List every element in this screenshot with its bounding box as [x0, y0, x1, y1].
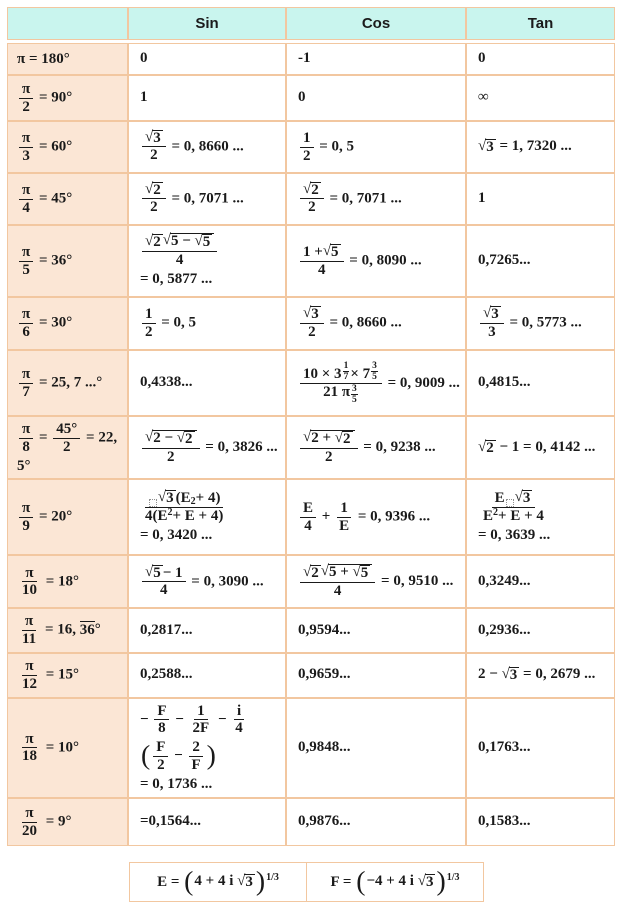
cos-value-cell: √ 2 2 = 0, 7071 ...: [286, 173, 466, 225]
angle-label-cell: $\frac{\pi}{20}$ = 9°: [7, 798, 128, 846]
tan-value-cell: √ 3 3 = 0, 5773 ...: [466, 297, 615, 350]
footer-e-box: [129, 862, 307, 902]
cos-value-cell: -1: [286, 43, 466, 75]
sin-value-cell: √ 2 2 = 0, 7071 ...: [128, 173, 286, 225]
sin-value-cell: √ 3 2 = 0, 8660 ...: [128, 121, 286, 173]
tan-value-cell: 0,1763...: [466, 698, 615, 799]
table-header-row: [7, 7, 615, 40]
sin-value-cell: 1: [128, 75, 286, 121]
cos-value-cell: 1 + √ 5 4 = 0, 8090 ...: [286, 225, 466, 297]
sin-value-cell: √ 5 − 1 4 = 0, 3090 ...: [128, 555, 286, 608]
footer-f-box: [306, 862, 484, 902]
table-row: [7, 653, 615, 698]
angle-label-cell: π = 180°: [7, 43, 128, 75]
equation-f: F = ( −4 + 4 i √ 3 ) $^{1/3}$: [330, 865, 460, 897]
header-cos: Cos: [286, 7, 466, 40]
footer-equations: [129, 862, 484, 902]
cos-value-cell: 0,9876...: [286, 798, 466, 846]
tan-value-cell: 0,4815...: [466, 350, 615, 416]
angle-label-cell: $\frac{\pi}{9}$ = 20°: [7, 479, 128, 555]
cos-value-cell: √ 2 + √ 2 2 = 0, 9238 ...: [286, 416, 466, 479]
table-row: [7, 608, 615, 653]
table-row: [7, 297, 615, 350]
table-row: [7, 555, 615, 608]
angle-label-cell: $\frac{\pi}{5}$ = 36°: [7, 225, 128, 297]
cos-value-cell: 0,9659...: [286, 653, 466, 698]
sin-value-cell: =0,1564...: [128, 798, 286, 846]
cos-value-cell: $\frac{E}{4}$ + $\frac{1}{E}$ = 0, 9396 ...: [286, 479, 466, 555]
table-body: [7, 43, 615, 846]
tan-value-cell: 0,7265...: [466, 225, 615, 297]
equation-e: E = ( 4 + 4 i √ 3 ) $^{1/3}$: [157, 865, 279, 897]
angle-label-cell: $\frac{\pi}{18}$ = 10°: [7, 698, 128, 799]
angle-label-cell: $\frac{\pi}{3}$ = 60°: [7, 121, 128, 173]
tan-value-cell: 1: [466, 173, 615, 225]
sin-value-cell: √ 3 (E $_2$ + 4) 4(E 2 + E + 4) = 0, 3420 ...: [128, 479, 286, 555]
tan-value-cell: E √ 3 E 2 + E + 4 = 0, 3639 ...: [466, 479, 615, 555]
cos-value-cell: $\frac{1}{2}$ = 0, 5: [286, 121, 466, 173]
cos-value-cell: 0,9848...: [286, 698, 466, 799]
tan-value-cell: 0,2936...: [466, 608, 615, 653]
cos-value-cell: 0,9594...: [286, 608, 466, 653]
cos-value-cell: 10 × 3 1 7 × 7 3 5 21 π 3 5 = 0, 9009 ...: [286, 350, 466, 416]
angle-label-cell: $\frac{\pi}{6}$ = 30°: [7, 297, 128, 350]
header-empty-cell: [7, 7, 128, 40]
angle-label-cell: $\frac{\pi}{4}$ = 45°: [7, 173, 128, 225]
header-tan: Tan: [466, 7, 615, 40]
header-sin: Sin: [128, 7, 286, 40]
tan-value-cell: √ 3 = 1, 7320 ...: [466, 121, 615, 173]
angle-label-cell: $\frac{\pi}{2}$ = 90°: [7, 75, 128, 121]
table-row: [7, 121, 615, 173]
tan-value-cell: √ 2 − 1 = 0, 4142 ...: [466, 416, 615, 479]
sin-value-cell: 0,2817...: [128, 608, 286, 653]
sin-value-cell: − $\frac{F}{8}$ − $\frac{1}{2F}$ − $\frac{i}{4}$ ( $\frac{F}{2}$ − $\frac{2}{F}$ ) = 0, 1736 ...: [128, 698, 286, 799]
sin-value-cell: 0,4338...: [128, 350, 286, 416]
tan-value-cell: 0,3249...: [466, 555, 615, 608]
cos-value-cell: 0: [286, 75, 466, 121]
sin-value-cell: √ 2 √ 5 − √ 5 4 = 0, 5877 ...: [128, 225, 286, 297]
trig-table: [7, 7, 615, 846]
sin-value-cell: $\frac{1}{2}$ = 0, 5: [128, 297, 286, 350]
angle-label-cell: $\frac{\pi}{7}$ = 25, 7 ...°: [7, 350, 128, 416]
table-row: [7, 225, 615, 297]
sin-value-cell: 0,2588...: [128, 653, 286, 698]
cos-value-cell: √ 3 2 = 0, 8660 ...: [286, 297, 466, 350]
angle-label-cell: $\frac{\pi}{10}$ = 18°: [7, 555, 128, 608]
table-row: [7, 75, 615, 121]
table-row: [7, 479, 615, 555]
tan-value-cell: 2 − √ 3 = 0, 2679 ...: [466, 653, 615, 698]
tan-value-cell: 0,1583...: [466, 798, 615, 846]
angle-label-cell: $\frac{\pi}{11}$ = 16, 36°: [7, 608, 128, 653]
angle-label-cell: $\frac{\pi}{12}$ = 15°: [7, 653, 128, 698]
tan-value-cell: 0: [466, 43, 615, 75]
table-row: [7, 43, 615, 75]
table-row: [7, 416, 615, 479]
tan-value-cell: ∞: [466, 75, 615, 121]
sin-value-cell: 0: [128, 43, 286, 75]
sin-value-cell: √ 2 − √ 2 2 = 0, 3826 ...: [128, 416, 286, 479]
table-row: [7, 350, 615, 416]
angle-label-cell: $\frac{\pi}{8}$ = $\frac{45^\circ}{2}$ = 22, 5°: [7, 416, 128, 479]
table-row: [7, 798, 615, 846]
table-row: [7, 173, 615, 225]
cos-value-cell: √ 2 √ 5 + √ 5 4 = 0, 9510 ...: [286, 555, 466, 608]
table-row: [7, 698, 615, 799]
